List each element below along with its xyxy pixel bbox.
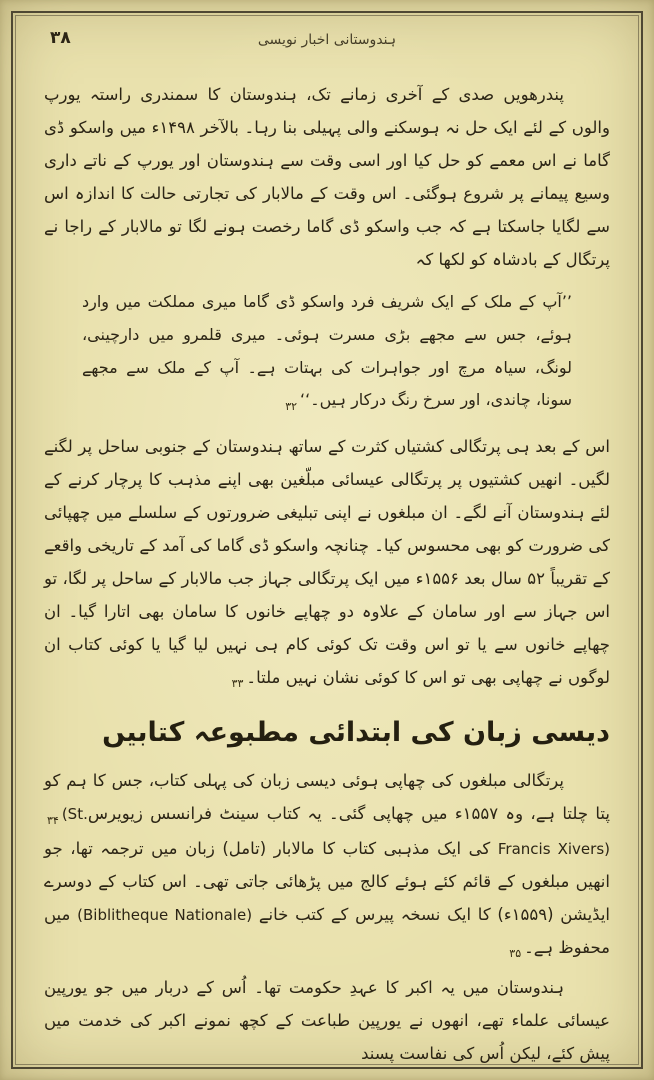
latin-name-st-francis: (St. Francis Xivers) xyxy=(61,805,610,858)
paragraph-2 xyxy=(44,430,610,695)
page-header xyxy=(44,26,610,60)
quote-text: ’’آپ کے ملک کے ایک شریف فرد واسکو ڈی گاما میری مملکت میں وارد ہوئے، جس سے مجھے بڑی مسرت ہوئی۔ میری قلمرو میں دارچینی، لونگ، سیاہ مرچ اور جواہرات کی بہتات ہے۔ آپ کے ملک سے مجھے سونا، چاندی، اور سرخ رنگ درکار ہیں۔‘‘ xyxy=(82,292,572,410)
paragraph-2-text: اس کے بعد ہی پرتگالی کشتیاں کثرت کے ساتھ ہندوستان کے جنوبی ساحل پر لگنے لگیں۔ انھیں کشتیوں پر پرتگالی عیسائی مبلّغین بھی اپنے مذہب کا پرچار کرنے کے لئے ہندوستان آنے لگے۔ ان مبلغوں نے اپنی تبلیغی ضرورتوں کے سلسلے میں چھپائی کی ضرورت کو بھی محسوس کیا۔ چنانچہ واسکو ڈی گاما کی آمد کے تاریخی واقعے کے تقریباً ۵۲ سال بعد ۱۵۵۶ء میں ایک پرتگالی جہاز جب مالابار کے ساحل پر لگا، تو اس جہاز سے اور سامان کے علاوہ دو چھاپے خانوں کا سامان بھی اتارا گیا۔ ان چھاپے خانوں سے یا تو اس وقت تک کوئی کام ہی نہیں لیا گیا یا کوئی کتاب ان لوگوں نے چھاپی بھی تو اس کا کوئی نشان نہیں ملتا۔ xyxy=(44,437,610,688)
page-content xyxy=(44,26,610,1064)
paragraph-3-part1: پرتگالی مبلغوں کی چھاپی ہوئی دیسی زبان کی پہلی کتاب، جس کا ہم کو پتا چلتا ہے، وہ ۱۵۵۷ء میں چھاپی گئی۔ یہ کتاب سینٹ فرانسس زیویرس xyxy=(44,771,610,824)
quote-block xyxy=(82,286,572,418)
section-heading: دیسی زبان کی ابتدائی مطبوعہ کتابیں xyxy=(102,717,610,749)
footnote-marker-34: ۳۴ xyxy=(47,813,59,827)
latin-name-bibliotheque: (Biblitheque Nationale) xyxy=(77,905,253,924)
running-title: ہندوستانی اخبار نویسی xyxy=(257,32,397,48)
paragraph-3-part2: کی ایک مذہبی کتاب کا مالابار (تامل) زبان میں ترجمہ تھا، جو انھیں مبلغوں کے قائم کئے ہوئے کالج میں پڑھائی جاتی تھی۔ اس کتاب کے دوسرے ایڈیشن (۱۵۵۹ء) کا ایک نسخہ پیرس کے کتب خانے xyxy=(44,838,610,924)
footnote-marker-35: ۳۵ xyxy=(509,947,522,961)
paragraph-4: ہندوستان میں یہ اکبر کا عہدِ حکومت تھا۔ اُس کے دربار میں جو یورپین عیسائی علماء تھے، انھوں نے یورپین طباعت کے کچھ نمونے اکبر کی خدمت میں پیش کئے، لیکن اُس کی نفاست پسند xyxy=(44,978,610,1064)
footnote-marker-33: ۳۳ xyxy=(231,677,244,691)
paragraph-1: پندرھویں صدی کے آخری زمانے تک، ہندوستان کا سمندری راستہ یورپ والوں کے لئے ایک حل نہ ہوسکنے والی پہیلی بنا رہا۔ بالآخر ۱۴۹۸ء میں واسکو ڈی گاما نے اس معمے کو حل کیا اور اسی وقت سے ہندوستان اور یورپ کے ناتے داری وسیع پیمانے پر شروع ہوگئی۔ اس وقت کے مالابار کی تجارتی حالت کا اندازہ اس سے لگایا جاسکتا ہے کہ جب واسکو ڈی گاما رخصت ہونے لگا تو مالابار کے راجا نے پرتگال کے بادشاہ کو لکھا کہ xyxy=(44,85,610,269)
footnote-marker-32: ۳۲ xyxy=(285,399,298,413)
body-text xyxy=(44,78,610,1070)
paragraph-3-part3: میں محفوظ ہے۔ xyxy=(44,904,610,957)
page-number: ۳۸ xyxy=(50,28,71,48)
paragraph-3 xyxy=(44,764,610,965)
